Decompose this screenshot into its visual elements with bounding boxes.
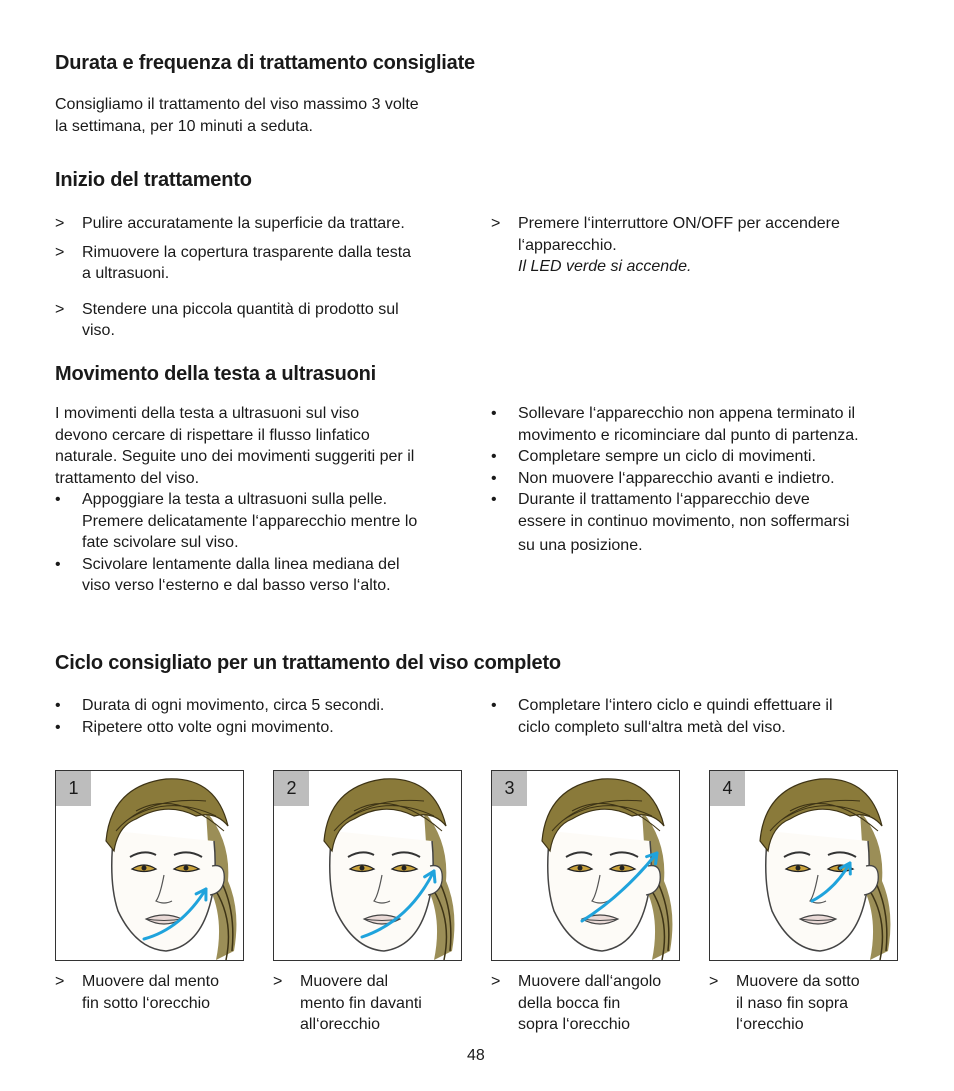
movement-intro bbox=[55, 403, 414, 489]
bullet-text: Premere delicatamente l‘apparecchio mentre lo bbox=[82, 512, 418, 530]
caption-text bbox=[82, 971, 219, 1014]
step-text: Pulire accuratamente la superficie da trattare. bbox=[82, 215, 405, 232]
heading-complete-cycle: Ciclo consigliato per un trattamento del viso completo bbox=[55, 652, 561, 674]
bullet-text: ciclo completo sull‘altra metà del viso. bbox=[518, 718, 786, 736]
bullet-marker: • bbox=[55, 491, 61, 508]
step-text: Rimuovere la copertura trasparente dalla testa bbox=[82, 243, 412, 261]
movement-bullets-left bbox=[55, 489, 475, 597]
step-number-badge: 3 bbox=[492, 771, 527, 806]
caption-marker: > bbox=[709, 973, 719, 990]
heading-head-movement: Movimento della testa a ultrasuoni bbox=[55, 363, 377, 385]
bullet-text: Completare sempre un ciclo di movimenti. bbox=[518, 448, 816, 465]
bullet-text: su una posizione. bbox=[518, 537, 643, 554]
caption-line: Muovere dal bbox=[300, 973, 389, 990]
list-item bbox=[55, 242, 465, 285]
list-item bbox=[55, 299, 465, 342]
caption-line: sopra l‘orecchio bbox=[518, 1016, 631, 1033]
bullet-marker: • bbox=[491, 469, 497, 487]
start-steps-left bbox=[55, 213, 465, 342]
led-note: Il LED verde si accende. bbox=[518, 258, 692, 275]
frequency-text-line1: Consigliamo il trattamento del viso massimo 3 volte bbox=[55, 96, 419, 113]
caption-line: l‘orecchio bbox=[736, 1016, 804, 1033]
bullet-text: Non muovere l‘apparecchio avanti e indietro. bbox=[518, 469, 835, 487]
list-item bbox=[491, 489, 921, 557]
bullet-marker: • bbox=[55, 718, 61, 736]
caption-text bbox=[736, 971, 860, 1036]
bullet-marker: • bbox=[491, 697, 497, 714]
list-item bbox=[491, 213, 911, 278]
caption-text bbox=[518, 971, 661, 1036]
list-item bbox=[491, 446, 921, 468]
caption-line: Muovere da sotto bbox=[736, 973, 860, 990]
start-steps-right bbox=[491, 213, 911, 278]
step-marker: > bbox=[55, 300, 65, 318]
step-text: a ultrasuoni. bbox=[82, 265, 170, 282]
bullet-marker: • bbox=[55, 555, 61, 573]
caption-text bbox=[300, 971, 422, 1036]
bullet-marker: • bbox=[491, 405, 497, 422]
illustration-panel-1 bbox=[55, 770, 244, 961]
bullet-text: Completare l‘intero ciclo e quindi effettuare il bbox=[518, 697, 833, 714]
caption-line: mento fin davanti bbox=[300, 994, 422, 1012]
bullet-marker: • bbox=[491, 448, 497, 465]
bullet-text: fate scivolare sul viso. bbox=[82, 534, 239, 551]
list-item bbox=[491, 695, 921, 738]
illustration-panel-3 bbox=[491, 770, 680, 961]
list-item bbox=[491, 468, 921, 490]
bullet-text: movimento e ricominciare dal punto di partenza. bbox=[518, 426, 859, 444]
bullet-text: essere in continuo movimento, non soffermarsi bbox=[518, 512, 850, 530]
step-marker: > bbox=[491, 215, 501, 232]
list-item bbox=[55, 695, 475, 717]
bullet-text: Durata di ogni movimento, circa 5 secondi. bbox=[82, 697, 385, 714]
step-text: viso. bbox=[82, 322, 115, 339]
caption-line: il naso fin sopra bbox=[736, 994, 849, 1012]
intro-line: trattamento del viso. bbox=[55, 469, 200, 487]
bullet-text: Ripetere otto volte ogni movimento. bbox=[82, 718, 334, 736]
frequency-text bbox=[55, 94, 419, 137]
list-item bbox=[55, 213, 465, 235]
bullet-marker: • bbox=[491, 491, 497, 508]
bullet-text: Sollevare l‘apparecchio non appena terminato il bbox=[518, 405, 856, 422]
list-item bbox=[55, 489, 475, 554]
illustration-panel-2 bbox=[273, 770, 462, 961]
bullet-text: Scivolare lentamente dalla linea mediana del bbox=[82, 555, 400, 573]
bullet-marker: • bbox=[55, 697, 61, 714]
caption-marker: > bbox=[273, 973, 283, 990]
page-number: 48 bbox=[467, 1047, 485, 1064]
list-item bbox=[55, 554, 475, 597]
step-marker: > bbox=[55, 243, 65, 261]
intro-line: devono cercare di rispettare il flusso linfatico bbox=[55, 426, 370, 444]
intro-line: I movimenti della testa a ultrasuoni sul viso bbox=[55, 405, 360, 422]
heading-frequency: Durata e frequenza di trattamento consigliate bbox=[55, 52, 475, 74]
cycle-bullets-left bbox=[55, 695, 475, 738]
caption-marker: > bbox=[491, 973, 501, 990]
list-item bbox=[55, 717, 475, 739]
caption-line: Muovere dall‘angolo bbox=[518, 973, 662, 990]
step-text: Premere l‘interruttore ON/OFF per accendere bbox=[518, 215, 840, 232]
caption-line: della bocca fin bbox=[518, 994, 621, 1012]
bullet-text: Durante il trattamento l‘apparecchio deve bbox=[518, 491, 810, 508]
caption-marker: > bbox=[55, 973, 65, 990]
list-item bbox=[491, 403, 921, 446]
bullet-text: Appoggiare la testa a ultrasuoni sulla pelle. bbox=[82, 491, 388, 508]
step-number-badge: 4 bbox=[710, 771, 745, 806]
step-number-badge: 1 bbox=[56, 771, 91, 806]
bullet-text: viso verso l‘esterno e dal basso verso l‘alto. bbox=[82, 577, 391, 594]
illustration-panel-4 bbox=[709, 770, 898, 961]
cycle-bullets-right bbox=[491, 695, 921, 738]
step-marker: > bbox=[55, 215, 65, 232]
heading-start-treatment: Inizio del trattamento bbox=[55, 169, 252, 191]
movement-bullets-right bbox=[491, 403, 921, 557]
step-text: Stendere una piccola quantità di prodotto sul bbox=[82, 300, 399, 318]
step-number-badge: 2 bbox=[274, 771, 309, 806]
caption-line: Muovere dal mento bbox=[82, 973, 219, 990]
step-text: l‘apparecchio. bbox=[518, 236, 617, 254]
caption-line: fin sotto l‘orecchio bbox=[82, 994, 211, 1012]
intro-line: naturale. Seguite uno dei movimenti suggeriti per il bbox=[55, 448, 415, 465]
frequency-text-line2: la settimana, per 10 minuti a seduta. bbox=[55, 117, 313, 135]
caption-line: all‘orecchio bbox=[300, 1016, 381, 1033]
